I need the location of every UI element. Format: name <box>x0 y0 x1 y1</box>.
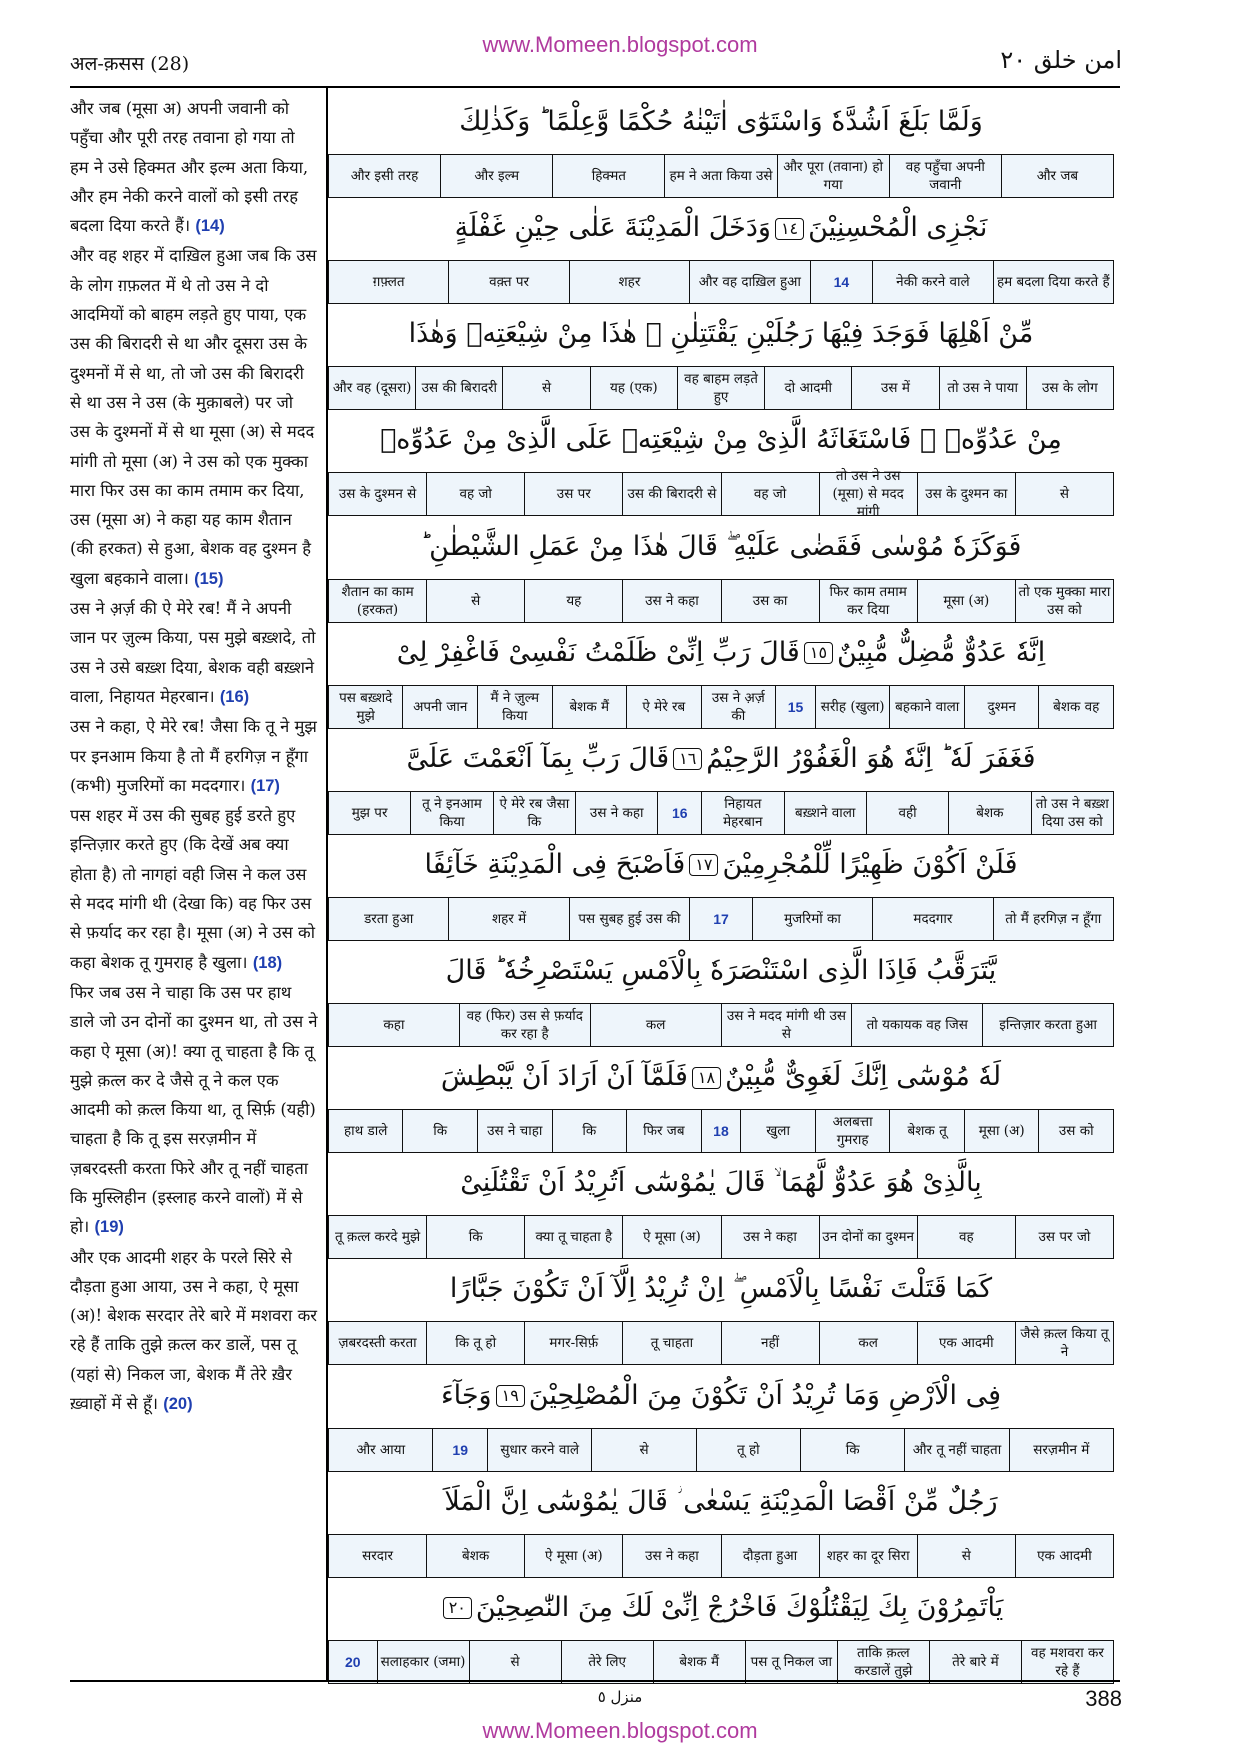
word-meaning-cell: 17 <box>689 898 752 940</box>
ayah-number-marker: ١٥ <box>804 642 833 664</box>
ayah-number-marker: ٢٠ <box>443 1597 472 1619</box>
translation-text: उस ने अ़र्ज़ की ऐ मेरे रब! मैं ने अपनी जान पर ज़ुल्म किया, पस मुझे बख़्शदे, तो उस ने उसे बख़्श दिया, बेशक वही बख़्शने वाला, निहायत मेहरबान। <box>70 599 316 706</box>
word-meaning-cell: शहर का दूर सिरा <box>819 1535 917 1577</box>
word-meaning-cell: सरदार <box>362 1547 393 1564</box>
arabic-verse-line <box>328 1045 1114 1109</box>
arabic-text: فِى الْاَرْضِ وَمَا تُرِيْدُ اَنْ تَكُوْنَ مِنَ الْمُصْلِحِيْنَ <box>528 1379 1002 1411</box>
word-meaning-cell: उस ने कहा <box>575 792 657 834</box>
word-meaning-cell: खुला <box>740 1110 815 1152</box>
word-meaning-cell: कि तू हो <box>426 1322 524 1364</box>
word-meaning-cell: उस ने कहा <box>721 1216 819 1258</box>
arabic-verse-line <box>328 1576 1114 1640</box>
word-meaning-cell: वह मशवरा कर रहे हैं <box>1021 1641 1113 1683</box>
arabic-text: لَهٗ مُوْسٰٓى اِنَّكَ لَغَوِىٌّ مُّبِيْنٌ <box>725 1061 1002 1093</box>
word-meaning-cell: तो उस ने पाया <box>939 367 1026 409</box>
page-number: 388 <box>1085 1686 1122 1711</box>
word-meaning-cell: अपनी जान <box>402 686 477 728</box>
word-meaning-cell: दुश्मन <box>964 686 1039 728</box>
word-meaning-cell: उस के दुश्मन का <box>917 473 1015 515</box>
word-meaning-cell: उस का <box>721 580 819 622</box>
word-meaning-cell: से <box>591 1429 695 1471</box>
word-meaning-cell: 16 <box>657 792 701 834</box>
word-meaning-cell: फिर काम तमाम कर दिया <box>819 580 917 622</box>
word-meaning-cell: उन दोनों का दुश्मन <box>819 1216 917 1258</box>
arabic-verse-line <box>328 1257 1114 1321</box>
word-meaning-cell: एक आदमी <box>917 1322 1015 1364</box>
verse-number: (15) <box>194 569 224 588</box>
word-meaning-cell: उस पर <box>524 473 622 515</box>
translation-paragraph <box>70 241 318 594</box>
word-meaning-cell: शहर में <box>448 898 568 940</box>
arabic-verse-line <box>328 515 1114 579</box>
para-title: امن خلق ٢٠ <box>1000 46 1122 74</box>
translation-text: पस शहर में उस की सुबह हुई डरते हुए इन्तिज़ार करते हुए (कि देखें अब क्या होता है) तो नागहां वही जिस ने कल उस से मदद मांगी थी (देखा कि) वह फिर उस से फ़र्याद कर रहा है। मूसा (अ) ने उस को कहा बेशक तू गुमराह है खुला। <box>70 806 315 972</box>
word-meaning-cell: फिर जब <box>626 1110 701 1152</box>
word-meaning-cell: वह (फिर) उस से फ़र्याद कर रहा है <box>459 1004 590 1046</box>
arabic-text: بِالَّذِىْ هُوَ عَدُوٌّ لَّهُمَا ۙ قَالَ يٰمُوْسٰٓى اَتُرِيْدُ اَنْ تَقْتُلَنِىْ <box>460 1167 982 1199</box>
arabic-verse-line <box>328 833 1114 897</box>
translation-text: और एक आदमी शहर के परले सिरे से दौड़ता हुआ आया, उस ने कहा, ऐ मूसा (अ)! बेशक सरदार तेरे बारे में मशवरा कर रहे हैं ताकि तुझे क़त्ल कर डालें, पस तू (यहां से) निकल जा, बेशक मैं तेरे ख़ैर ख़्वाहों में से हूँ। <box>70 1247 317 1414</box>
surah-title: अल-क़सस (28) <box>70 53 190 75</box>
word-meaning-row <box>328 1534 1114 1578</box>
word-meaning-cell: उस की बिरादरी <box>415 367 502 409</box>
word-meaning-row <box>328 1640 1114 1684</box>
word-meaning-cell: उस के लोग <box>1026 367 1113 409</box>
word-meaning-row <box>328 685 1114 729</box>
word-meaning-cell: से <box>1015 473 1113 515</box>
word-meaning-cell: तेरे लिए <box>561 1641 653 1683</box>
arabic-verse-line <box>328 1470 1114 1534</box>
word-meaning-cell: बहकाने वाला <box>889 686 964 728</box>
translation-paragraph <box>70 594 318 712</box>
arabic-verse-line <box>328 1151 1114 1215</box>
word-meaning-cell: तो मैं हरगिज़ न हूँगा <box>993 898 1113 940</box>
translation-paragraph <box>70 712 318 801</box>
arabic-text: نَجْزِى الْمُحْسِنِيْنَ <box>808 212 988 244</box>
arabic-text: فَاَصْبَحَ فِى الْمَدِيْنَةِ خَآئِفًا <box>424 848 686 880</box>
word-meaning-cell: वह पहुँचा अपनी जवानी <box>889 155 1001 197</box>
arabic-text: يَّتَرَقَّبُ فَاِذَا الَّذِى اسْتَنْصَرَهٗ بِالْاَمْسِ يَسْتَصْرِخُهٗ ؕ قَالَ <box>445 955 997 987</box>
arabic-text: فَوَكَزَهٗ مُوْسٰى فَقَضٰى عَلَيْهِ ۖ قَالَ هٰذَا مِنْ عَمَلِ الشَّيْطٰنِ ؕ <box>420 530 1022 562</box>
word-meaning-cell: शहर <box>569 261 689 303</box>
word-meaning-row <box>328 1215 1114 1259</box>
word-meaning-cell: उस ने कहा <box>622 580 720 622</box>
word-meaning-row <box>328 1003 1114 1047</box>
arabic-verse-line <box>328 302 1114 366</box>
word-meaning-cell: और पूरा (तवाना) हो गया <box>777 155 889 197</box>
word-meaning-cell: कल <box>590 1004 721 1046</box>
word-meaning-row <box>328 154 1114 198</box>
word-meaning-cell: ऐ मूसा (अ) <box>524 1535 622 1577</box>
word-meaning-cell: मुझ पर <box>351 804 388 821</box>
word-meaning-cell: डरता हुआ <box>364 910 414 927</box>
ayah-number-marker: ١٨ <box>692 1067 721 1089</box>
word-meaning-cell: तो उस ने उस (मूसा) से मदद मांगी <box>819 473 917 515</box>
word-meaning-cell: मूसा (अ) <box>964 1110 1039 1152</box>
arabic-text: اِنَّهٗ عَدُوٌّ مُّضِلٌّ مُّبِيْنٌ <box>837 636 1046 668</box>
word-meaning-cell: 18 <box>701 1110 741 1152</box>
word-meaning-row <box>328 366 1114 410</box>
translation-column <box>70 94 318 1419</box>
word-meaning-cell: मगर-सिर्फ़ <box>524 1322 622 1364</box>
word-meaning-cell: उस की बिरादरी से <box>622 473 720 515</box>
arabic-text: قَالَ رَبِّ بِمَآ اَنْعَمْتَ عَلَىَّ <box>406 742 670 774</box>
word-meaning-cell: हाथ डाले <box>343 1123 388 1140</box>
word-meaning-cell: ताकि क़त्ल करडालें तुझे <box>837 1641 929 1683</box>
word-meaning-cell: 14 <box>810 261 873 303</box>
word-meaning-row <box>328 791 1114 835</box>
word-meaning-cell: ग़फ़्लत <box>372 274 405 291</box>
word-meaning-row <box>328 897 1114 941</box>
verse-number: (20) <box>163 1395 193 1414</box>
word-meaning-row <box>328 579 1114 623</box>
arabic-text: فَلَمَّآ اَنْ اَرَادَ اَنْ يَّبْطِشَ <box>440 1061 688 1093</box>
word-meaning-cell: और तू नहीं चाहता <box>904 1429 1008 1471</box>
arabic-text: فَلَنْ اَكُوْنَ ظَهِيْرًا لِّلْمُجْرِمِيْنَ <box>722 848 1018 880</box>
word-meaning-cell: ऐ मेरे रब <box>626 686 701 728</box>
word-meaning-cell: और इसी तरह <box>350 168 419 184</box>
arabic-verse-line <box>328 727 1114 791</box>
word-meaning-cell: सुधार करने वाले <box>487 1429 591 1471</box>
word-meaning-cell: पस तू निकल जा <box>745 1641 837 1683</box>
word-meaning-cell: तू ने इनआम किया <box>410 792 492 834</box>
word-meaning-cell: उस ने चाहा <box>477 1110 552 1152</box>
word-meaning-cell: कि <box>800 1429 904 1471</box>
word-meaning-cell: वह <box>917 1216 1015 1258</box>
word-meaning-cell: तो यकायक वह जिस <box>851 1004 982 1046</box>
verse-number: (19) <box>94 1218 124 1237</box>
word-meaning-cell: मैं ने ज़ुल्म किया <box>477 686 552 728</box>
word-meaning-cell: बेशक मैं <box>653 1641 745 1683</box>
word-meaning-cell: अलबत्ता गुमराह <box>815 1110 890 1152</box>
word-meaning-cell: यह <box>524 580 622 622</box>
arabic-text: قَالَ رَبِّ اِنِّىْ ظَلَمْتُ نَفْسِىْ فَاغْفِرْ لِىْ <box>396 636 800 668</box>
translation-text: फिर जब उस ने चाहा कि उस पर हाथ डाले जो उन दोनों का दुश्मन था, तो उस ने कहा ऐ मूसा (अ)! क्या तू चाहता है कि तू मुझे क़त्ल कर दे जैसे तू ने कल एक आदमी को क़त्ल किया था, तू सिर्फ़ (यही) चाहता है कि तू इस सरज़मीन में ज़बरदस्ती करता फिरे और तू नहीं चाहता कि मुस्लिहीन (इस्लाह करने वालों) में से हो। <box>70 982 318 1237</box>
word-meaning-cell: बेशक तू <box>889 1110 964 1152</box>
arabic-text: مِنْ عَدُوِّهٖ ۚ فَاسْتَغَاثَهُ الَّذِىْ مِنْ شِيْعَتِهٖ عَلَى الَّذِىْ مِنْ عَدُوِّهٖ <box>380 424 1062 456</box>
arabic-verse-line <box>328 621 1114 685</box>
word-meaning-cell: और जब <box>1001 155 1113 197</box>
word-meaning-cell: ऐ मेरे रब जैसा कि <box>493 792 575 834</box>
arabic-verse-line <box>328 408 1114 472</box>
word-meaning-cell: कि <box>552 1110 627 1152</box>
word-meaning-cell: और वह (दूसरा) <box>332 380 412 397</box>
word-meaning-cell: इन्तिज़ार करता हुआ <box>982 1004 1113 1046</box>
word-meaning-cell: शैतान का काम (हरकत) <box>341 583 414 618</box>
ayah-number-marker: ١٦ <box>673 748 702 770</box>
word-meaning-row <box>328 1428 1114 1472</box>
ayah-number-marker: ١٤ <box>775 218 804 240</box>
ayah-number-marker: ١٩ <box>496 1385 525 1407</box>
verse-number: (14) <box>195 217 225 236</box>
word-meaning-row <box>328 468 1114 521</box>
word-meaning-cell: तेरे बारे में <box>929 1641 1021 1683</box>
word-meaning-cell: से <box>502 367 589 409</box>
word-meaning-cell: सरीह (खुला) <box>815 686 890 728</box>
translation-paragraph <box>70 1243 318 1420</box>
arabic-text: كَمَا قَتَلْتَ نَفْسًا بِالْاَمْسِ ۖ اِنْ تُرِيْدُ اِلَّآ اَنْ تَكُوْنَ جَبَّارًا <box>449 1273 993 1305</box>
word-meaning-cell: बख़्शने वाला <box>784 792 866 834</box>
word-meaning-cell: कहा <box>383 1017 405 1034</box>
word-meaning-cell: से <box>426 580 524 622</box>
arabic-verse-line <box>328 1364 1114 1428</box>
word-meaning-cell: एक आदमी <box>1015 1535 1113 1577</box>
word-meaning-cell: नहीं <box>721 1322 819 1364</box>
word-meaning-cell: मुजरिमों का <box>752 898 872 940</box>
arabic-text: وَدَخَلَ الْمَدِيْنَةَ عَلٰى حِيْنِ غَفْلَةٍ <box>454 212 771 244</box>
word-meaning-cell: कि <box>426 1216 524 1258</box>
verse-number: (17) <box>250 776 280 795</box>
translation-paragraph <box>70 801 318 978</box>
word-meaning-cell: निहायत मेहरबान <box>701 792 783 834</box>
word-meaning-cell: उस ने कहा <box>622 1535 720 1577</box>
word-meaning-row <box>328 260 1114 304</box>
word-meaning-cell: उस को <box>1038 1110 1113 1152</box>
word-meaning-row <box>328 1321 1114 1365</box>
word-meaning-cell: हिक्मत <box>552 155 664 197</box>
word-meaning-cell: बेशक मैं <box>552 686 627 728</box>
word-meaning-cell: 20 <box>344 1653 361 1670</box>
word-meaning-cell: दो आदमी <box>764 367 851 409</box>
word-meaning-cell: वक़्त पर <box>448 261 568 303</box>
arabic-text: وَجَآءَ <box>440 1379 492 1411</box>
word-meaning-cell: वह जो <box>721 473 819 515</box>
verse-number: (16) <box>219 687 250 706</box>
word-meaning-cell: यह (एक) <box>590 367 677 409</box>
translation-text: और वह शहर में दाख़िल हुआ जब कि उस के लोग ग़फ़लत में थे तो उस ने दो आदमियों को बाहम लड़ते हुए पाया, एक उस की बिरादरी से था और दूसरा उस के दुश्मनों में से था, तो जो उस की बिरादरी से था उस ने उस (के मुक़ाबले) पर जो उस के दुश्मनों में से था मूसा (अ) से मदद मांगी तो मूसा (अ) ने उस को एक मुक्का मारा फिर उस का काम तमाम कर दिया, उस (मूसा अ) ने कहा यह काम शैतान (की हरकत) से हुआ, बेशक वह दुश्मन है खुला बहकाने वाला। <box>70 246 317 588</box>
word-meaning-cell: कि <box>402 1110 477 1152</box>
arabic-verse-line <box>328 939 1114 1003</box>
arabic-text: مِّنْ اَهْلِهَا فَوَجَدَ فِيْهَا رَجُلَيْنِ يَقْتَتِلٰنِ ۫ هٰذَا مِنْ شِيْعَتِهٖ وَهٰذَا <box>408 318 1034 350</box>
word-meaning-cell: मददगार <box>872 898 992 940</box>
word-meaning-cell: और इल्म <box>440 155 552 197</box>
arabic-verse-line <box>328 90 1114 154</box>
word-meaning-cell: वह जो <box>426 473 524 515</box>
word-meaning-cell: से <box>469 1641 561 1683</box>
word-meaning-cell: और वह दाख़िल हुआ <box>689 261 809 303</box>
word-meaning-cell: ऐ मूसा (अ) <box>622 1216 720 1258</box>
word-meaning-cell: दौड़ता हुआ <box>721 1535 819 1577</box>
arabic-verse-line <box>328 196 1114 260</box>
word-meaning-cell: उस ने मदद मांगी थी उस से <box>721 1004 852 1046</box>
bottom-rule <box>70 1680 1120 1682</box>
word-meaning-cell: तू क़त्ल करदे मुझे <box>334 1229 421 1246</box>
word-by-word-grid <box>326 88 1122 1680</box>
word-meaning-cell: 19 <box>432 1429 487 1471</box>
translation-paragraph <box>70 94 318 241</box>
word-meaning-cell: नेकी करने वाले <box>872 261 992 303</box>
verse-number: (18) <box>252 953 283 972</box>
arabic-text: فَغَفَرَ لَهٗ ؕ اِنَّهٗ هُوَ الْغَفُوْرُ الرَّحِيْمُ <box>706 742 1036 774</box>
translation-text: उस ने कहा, ऐ मेरे रब! जैसा कि तू ने मुझ पर इनआम किया है तो मैं हरगिज़ न हूँगा (कभी) मुजरिमों का मददगार। <box>70 717 317 795</box>
arabic-text: يَاْتَمِرُوْنَ بِكَ لِيَقْتُلُوْكَ فَاخْرُجْ اِنِّىْ لَكَ مِنَ النّٰصِحِيْنَ <box>475 1591 1004 1623</box>
word-meaning-cell: जैसे क़त्ल किया तू ने <box>1015 1322 1113 1364</box>
word-meaning-cell: से <box>917 1535 1015 1577</box>
word-meaning-cell: ज़बरदस्ती करता <box>338 1335 417 1352</box>
translation-paragraph <box>70 978 318 1243</box>
word-meaning-cell: हम बदला दिया करते हैं <box>993 261 1113 303</box>
word-meaning-cell: उस के दुश्मन से <box>338 486 417 503</box>
word-meaning-cell: वह बाहम लड़ते हुए <box>677 367 764 409</box>
word-meaning-cell: बेशक <box>948 792 1030 834</box>
word-meaning-cell: सलाहकार (जमा) <box>377 1641 469 1683</box>
word-meaning-cell: पस सुबह हुई उस की <box>569 898 689 940</box>
ayah-number-marker: ١٧ <box>689 854 718 876</box>
word-meaning-cell: बेशक <box>426 1535 524 1577</box>
word-meaning-cell: सरज़मीन में <box>1009 1429 1113 1471</box>
word-meaning-cell: वही <box>866 792 948 834</box>
word-meaning-cell: बेशक वह <box>1038 686 1113 728</box>
arabic-text: وَلَمَّا بَلَغَ اَشُدَّهٗ وَاسْتَوٰٓى اٰتَيْنٰهُ حُكْمًا وَّعِلْمًا ؕ وَكَذٰلِكَ <box>459 106 983 137</box>
word-meaning-cell: हम ने अता किया उसे <box>664 155 776 197</box>
word-meaning-row <box>328 1109 1114 1153</box>
word-meaning-cell: क्या तू चाहता है <box>524 1216 622 1258</box>
translation-text: और जब (मूसा अ) अपनी जवानी को पहुँचा और पूरी तरह तवाना हो गया तो हम ने उसे हिक्मत और इल्म अता किया, और हम नेकी करने वालों को इसी तरह बदला दिया करते हैं। <box>70 99 309 236</box>
word-meaning-cell: उस में <box>851 367 938 409</box>
word-meaning-cell: पस बख़्शदे मुझे <box>339 689 393 724</box>
word-meaning-cell: और आया <box>356 1441 406 1458</box>
word-meaning-cell: कल <box>819 1322 917 1364</box>
bottom-url[interactable]: www.Momeen.blogspot.com <box>482 1718 758 1743</box>
arabic-text: رَجُلٌ مِّنْ اَقْصَا الْمَدِيْنَةِ يَسْعٰى ؗ قَالَ يٰمُوْسٰٓى اِنَّ الْمَلَاَ <box>444 1485 998 1517</box>
word-meaning-cell: तो उस ने बख़्श दिया उस को <box>1031 792 1113 834</box>
word-meaning-cell: उस ने अ़र्ज़ की <box>701 686 776 728</box>
word-meaning-cell: मूसा (अ) <box>917 580 1015 622</box>
word-meaning-cell: तू हो <box>696 1429 800 1471</box>
word-meaning-cell: तू चाहता <box>622 1322 720 1364</box>
word-meaning-cell: तो एक मुक्का मारा उस को <box>1015 580 1113 622</box>
word-meaning-cell: 15 <box>775 686 815 728</box>
manzil-label: منزل ٥ <box>597 1688 643 1706</box>
word-meaning-cell: उस पर जो <box>1015 1216 1113 1258</box>
top-url[interactable]: www.Momeen.blogspot.com <box>482 32 758 57</box>
